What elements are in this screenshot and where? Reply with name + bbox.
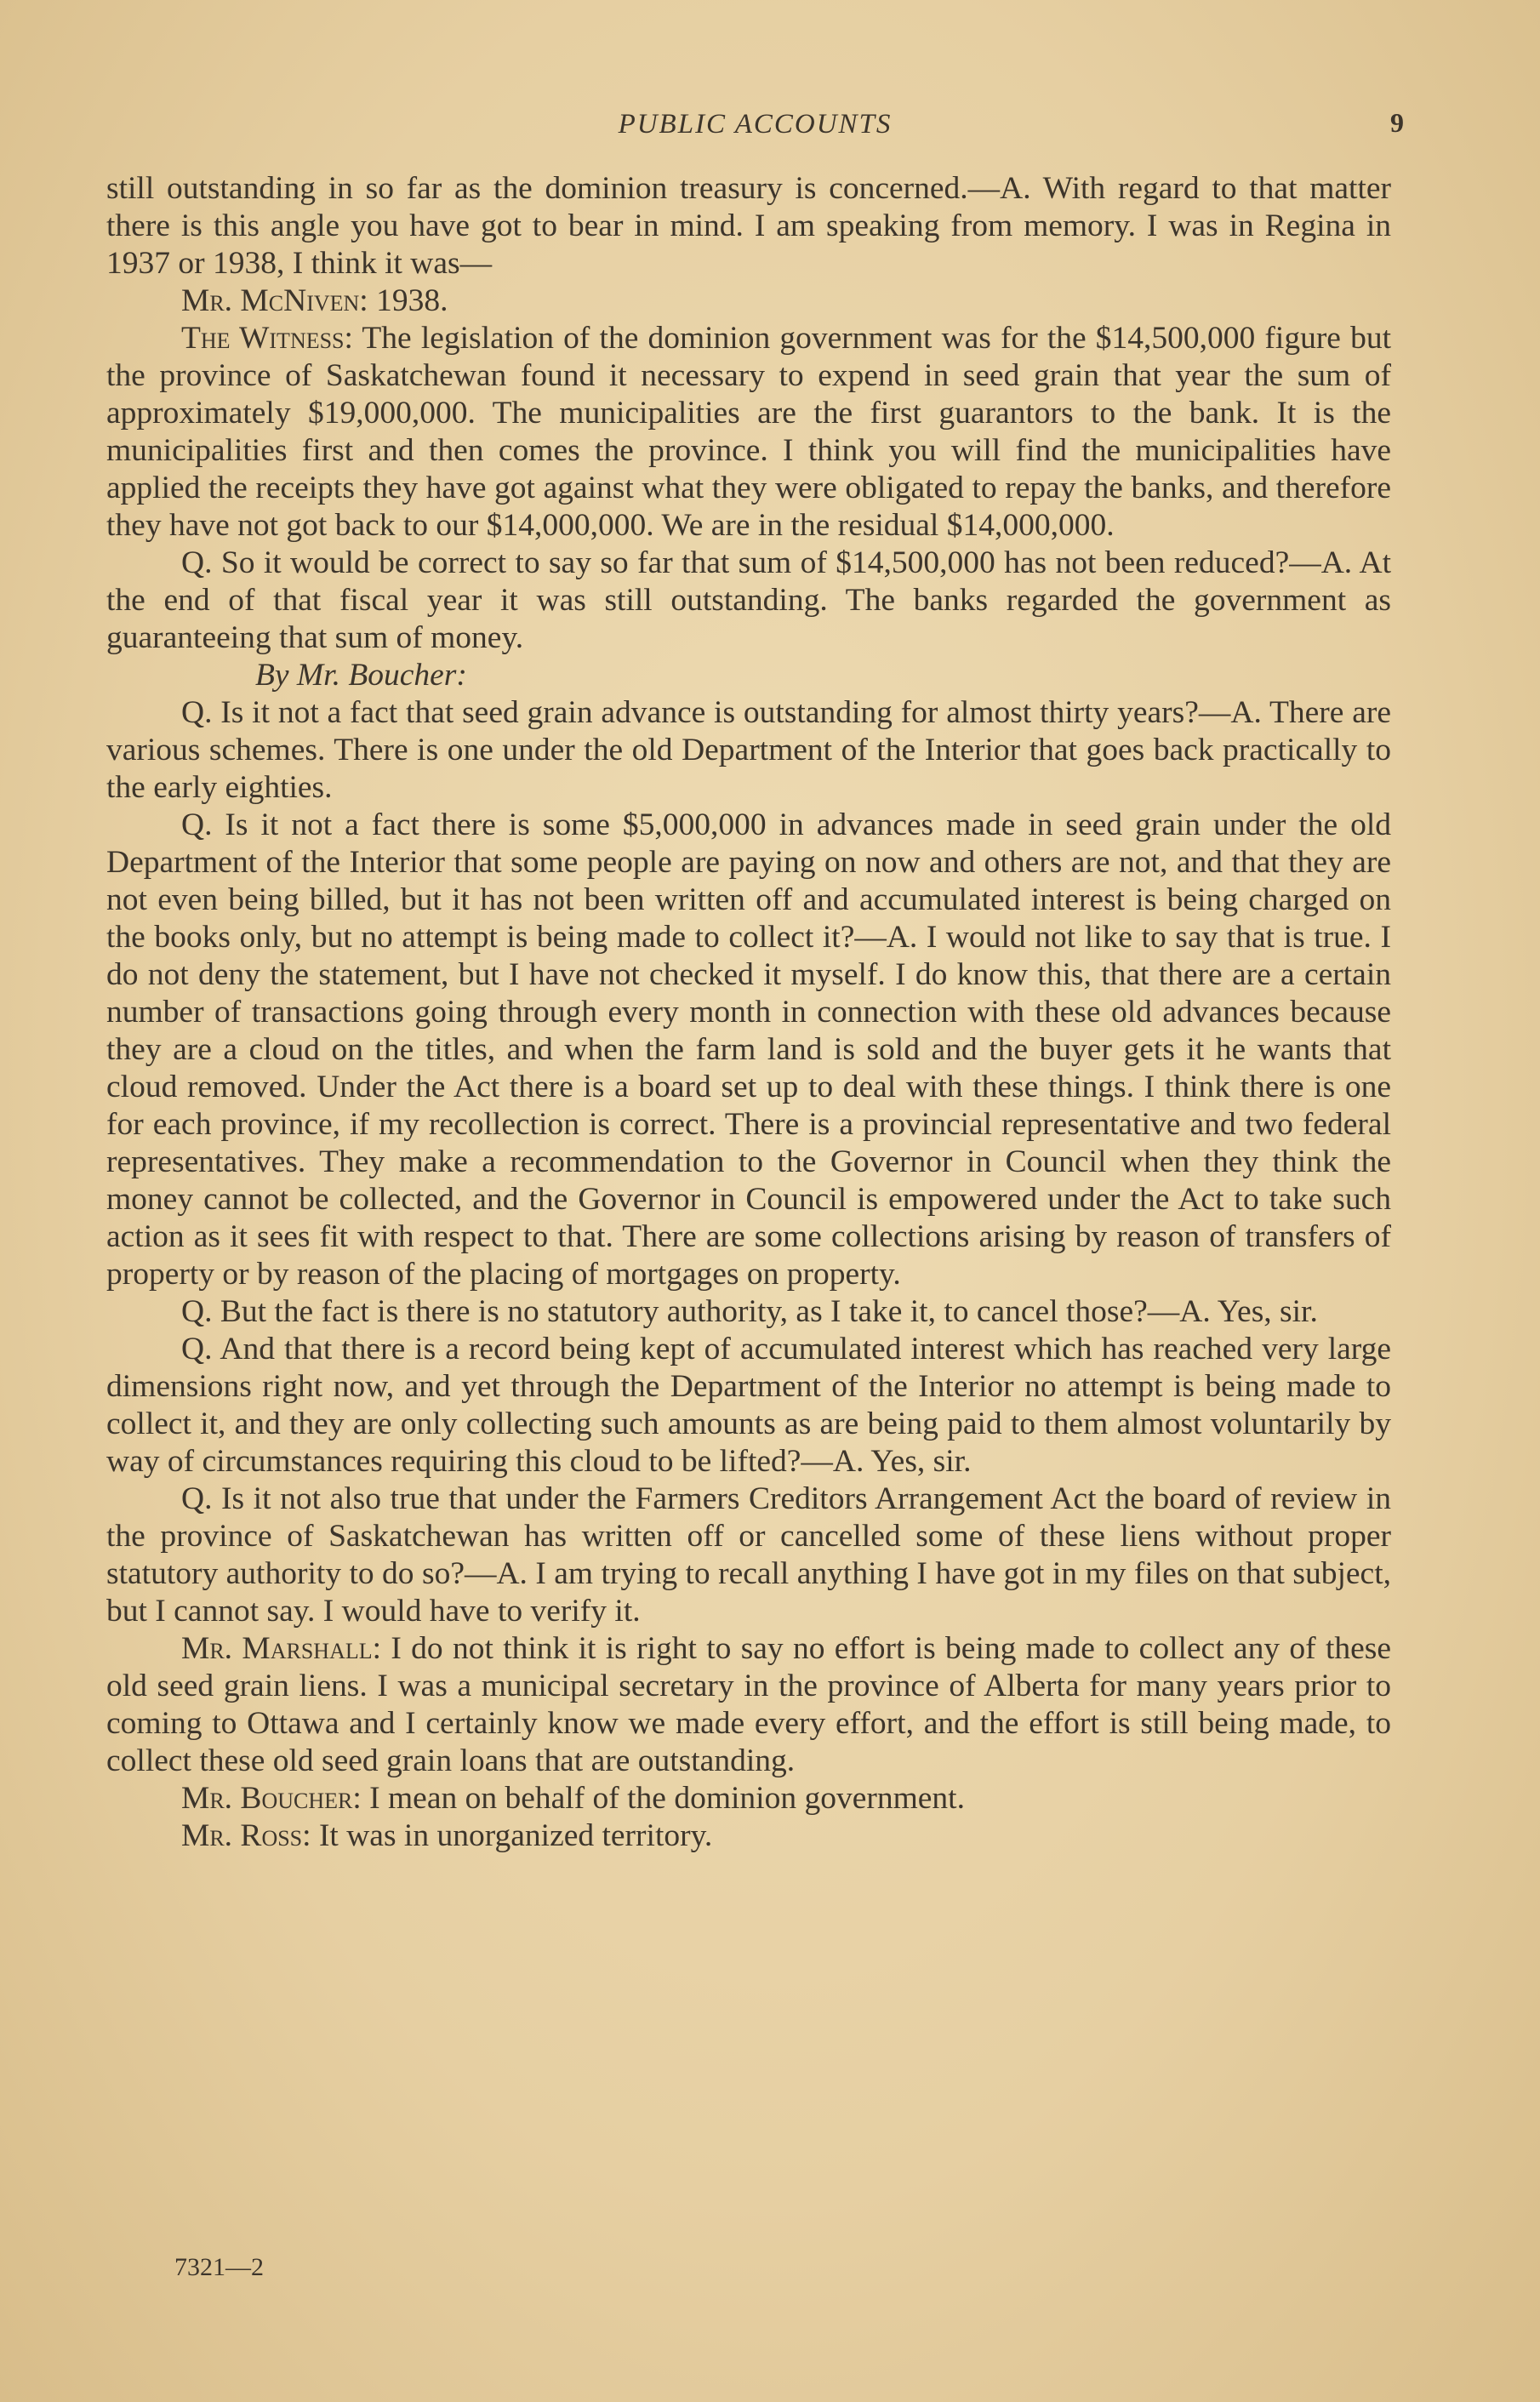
running-title: PUBLIC ACCOUNTS <box>618 109 893 140</box>
speaker-label: Mr. Marshall: <box>181 1631 382 1666</box>
paragraph <box>106 694 1391 807</box>
speaker-label: The Witness: <box>181 321 353 356</box>
paragraph-text: Q. Is it not a fact that seed grain advance is outstanding for almost thirty years?—A. There are various schemes. There is one under the old Department of the Interior that goes back practically to the early eighties. <box>106 695 1391 805</box>
paragraph <box>106 1630 1391 1780</box>
paragraph <box>106 320 1391 545</box>
signature-mark: 7321—2 <box>174 2253 264 2281</box>
speaker-label: Mr. McNiven: <box>181 283 368 318</box>
paragraph-text: It was in unorganized territory. <box>311 1818 713 1853</box>
page-number: 9 <box>1390 107 1404 138</box>
paragraph <box>106 1481 1391 1630</box>
speaker-label: Mr. Boucher: <box>181 1781 362 1816</box>
speaker-label: Mr. Ross: <box>181 1818 311 1853</box>
paragraph <box>106 170 1391 282</box>
paragraph <box>106 1780 1391 1817</box>
paragraph <box>106 1293 1391 1331</box>
paragraph <box>106 282 1391 320</box>
paragraph-text: Q. So it would be correct to say so far that sum of $14,500,000 has not been reduced?—A. At the end of that fiscal year it was still outstanding. The banks regarded the government as guaranteeing that sum of money. <box>106 545 1391 655</box>
paragraph-text: 1938. <box>368 283 448 318</box>
paragraph <box>106 807 1391 1293</box>
paragraph <box>106 1817 1391 1855</box>
paragraph <box>106 545 1391 657</box>
paragraph-text: Q. Is it not also true that under the Farmers Creditors Arrangement Act the board of review in the province of Saskatchewan has written off or cancelled some of these liens without proper statutory authority to do so?—A. I am trying to recall anything I have got in my files on that subject, but I cannot say. I would have to verify it. <box>106 1481 1391 1629</box>
page-header <box>106 109 1404 151</box>
paragraph-text: still outstanding in so far as the dominion treasury is concerned.—A. With regard to that matter there is this angle you have got to bear in mind. I am speaking from memory. I was in Regina in 1937 or 1938, I think it was— <box>106 171 1391 281</box>
page-body <box>106 170 1391 1855</box>
paragraph-text: Q. And that there is a record being kept of accumulated interest which has reached very large dimensions right now, and yet through the Department of the Interior no attempt is being made to collect it, and they are only collecting such amounts as are being paid to them almost voluntarily by way of circumstances requiring this cloud to be lifted?—A. Yes, sir. <box>106 1332 1391 1479</box>
paragraph-text: Q. Is it not a fact there is some $5,000,000 in advances made in seed grain under the old Department of the Interior that some people are paying on now and others are not, and that they are not even being billed, but it has not been written off and accumulated interest is being charged on the books only, but no attempt is being made to collect it?—A. I would not like to say that is true. I do not deny the statement, but I have not checked it myself. I do know this, that there are a certain number of transactions going through every month in connection with these old advances because they are a cloud on the titles, and when the farm land is sold and the buyer gets it he wants that cloud removed. Under the Act there is a board set up to deal with these things. I think there is one for each province, if my recollection is correct. There is a provincial representative and two federal representatives. They make a recommendation to the Governor in Council when they think the money cannot be collected, and the Governor in Council is empowered under the Act to take such action as it sees fit with respect to that. There are some collections arising by reason of transfers of property or by reason of the placing of mortgages on property. <box>106 807 1391 1292</box>
paragraph-text: I mean on behalf of the dominion government. <box>361 1781 965 1816</box>
paragraph-text: I do not think it is right to say no effort is being made to collect any of these old seed grain liens. I was a municipal secretary in the province of Alberta for many years prior to coming to Ottawa and I certainly know we made every effort, and the effort is still being made, to collect these old seed grain loans that are outstanding. <box>106 1631 1391 1778</box>
section-heading: By Mr. Boucher: <box>255 658 467 693</box>
paragraph-text: The legislation of the dominion government was for the $14,500,000 figure but the province of Saskatchewan found it necessary to expend in seed grain that year the sum of approximately $19,000,000. The municipalities are the first guarantors to the bank. It is the municipalities first and then comes the province. I think you will find the municipalities have applied the receipts they have got against what they were obligated to repay the banks, and therefore they have not got back to our $14,000,000. We are in the residual $14,000,000. <box>106 321 1391 543</box>
paragraph-text: Q. But the fact is there is no statutory authority, as I take it, to cancel those?—A. Yes, sir. <box>181 1294 1318 1329</box>
paragraph <box>106 1331 1391 1481</box>
